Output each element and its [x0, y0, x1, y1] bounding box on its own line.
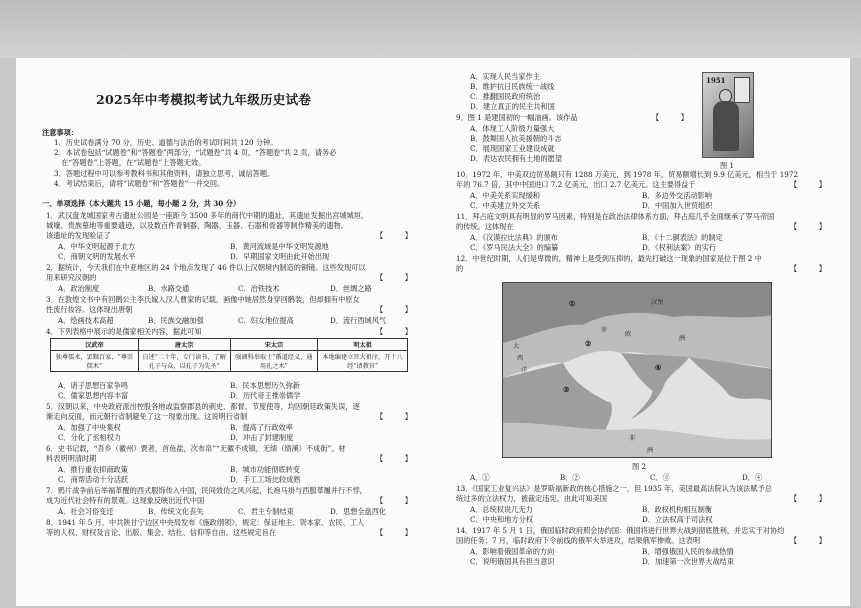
q5-option-c: C．分化了丞相权力 — [58, 433, 122, 442]
q1-option-a: A．中华文明起源于北方 — [58, 242, 136, 251]
q6-option-c: C．商帮活动十分活跃 — [58, 475, 129, 484]
worker-figure — [713, 101, 739, 151]
q13-option-a: A．总统权说几无力 — [470, 505, 533, 514]
q11-answer-bracket[interactable]: 【 】 — [790, 222, 826, 231]
q3-line2: 性流行妆容。这体现出唐朝 — [46, 305, 133, 314]
q9-answer-bracket[interactable]: 【 】 — [652, 113, 688, 122]
q13-line2: 统过多的立法权力，被裁定违宪。由此可知美国 — [456, 494, 607, 503]
q1-line2: 城壕、贵族墓地等重要遗迹，以及数百件青铜器、陶器、玉器、石器和骨器等制作精美的遗物。 — [46, 221, 348, 230]
q7-option-d: D．思想全盘西化 — [330, 507, 387, 516]
exam-sheet — [16, 58, 850, 606]
q11-option-d: D．《权利法案》的实行 — [642, 243, 717, 252]
q12-line2: 的 — [456, 264, 464, 273]
q4-option-a: A．诸子思想百家争鸣 — [58, 381, 128, 390]
q11-option-c: C．《罗马民法大全》的编纂 — [470, 243, 559, 252]
q5-line1: 5．汉朝以来，中央政府派出控股各地或监察郡县的刺史、都督、节度使等，均因朝廷政策失误，逐 — [46, 402, 360, 411]
q13-option-c: C．中央和地方分权 — [470, 515, 534, 524]
q10-option-a: A．中美关系实现缓和 — [470, 191, 540, 200]
q5-line2: 渐走向反面，而元朝行省制避免了这一现象出现。这说明行省制 — [46, 412, 248, 421]
q10-option-d: D．中国加入世贸组织 — [642, 201, 713, 210]
figure-2-europe-map — [502, 282, 772, 458]
q13-option-d: D．立法权高于司法权 — [642, 515, 713, 524]
right-page — [452, 58, 842, 606]
q12-option-c: C．③ — [650, 473, 670, 482]
q13-option-b: B．政权机构相互制衡 — [642, 505, 712, 514]
map-label: 大 — [513, 343, 520, 350]
q7-option-b: B．传统文化丧失 — [148, 507, 204, 516]
q6-option-a: A．推行重农抑商政策 — [58, 465, 128, 474]
table-cell: 自述“二十年，专门读书，了解孔子与众，以孔子为先圣” — [138, 351, 230, 372]
q2-answer-bracket[interactable]: 【 】 — [376, 273, 412, 282]
q10-option-c: C．中美建立外交关系 — [470, 201, 541, 210]
figure-1-year: 1951 — [706, 76, 726, 85]
table-head: 宋太宗 — [230, 339, 318, 351]
note-3: 3．答题过程中可以参考教科书和其他资料，请独立思考，诚信答题。 — [54, 169, 275, 178]
table-head: 唐太宗 — [138, 339, 230, 351]
q5-option-a: A．加强了中央集权 — [58, 423, 121, 432]
q6-option-d: D．手工工场比较成熟 — [230, 475, 301, 484]
map-graphic — [503, 283, 772, 458]
q7-answer-bracket[interactable]: 【 】 — [376, 496, 412, 505]
q10-answer-bracket[interactable]: 【 】 — [790, 180, 826, 189]
q8-option-a: A．实现人民当家作主 — [470, 72, 540, 81]
q2-option-d: D．丝绸之路 — [330, 284, 372, 293]
map-label: 洲 — [679, 335, 686, 342]
q12-option-b: B．② — [560, 473, 580, 482]
q3-option-c: C．妇女地位提高 — [238, 316, 294, 325]
q10-line2: 年的 76.7 倍，其中中国进口 7.2 亿美元，出口 2.7 亿美元。这主要得益于 — [456, 180, 696, 189]
q1-option-c: C．商朝文明的发展水平 — [58, 252, 136, 261]
table-head: 明太祖 — [318, 339, 408, 351]
note-2b: 在“答题卷”上答题，在“试题卷”上答题无效。 — [54, 158, 206, 167]
q12-option-d: D．④ — [742, 473, 763, 482]
q3-answer-bracket[interactable]: 【 】 — [376, 305, 412, 314]
q3-line1: 3．在敦煌文书中有回鹘公主李氏嫁入汉人曹家的记载，画像中她居然身穿回鹘装，但却拥有中原女 — [46, 295, 360, 304]
q2-option-b: B．水路交通 — [148, 284, 190, 293]
q1-line1: 1．武汉盘龙城国家考古遗址公园是一座距今 3500 多年的商代中期的遗址，其遗址发掘出宫城城垣、 — [46, 211, 369, 220]
q14-line2: 国的任务；7 月，临时政府下令前线的俄军大举进攻，结果俄军惨败。这表明 — [456, 536, 701, 545]
map-label: 罗 — [601, 327, 608, 334]
map-marker-4: ④ — [655, 363, 662, 372]
q4-option-c: C．儒家思想内容丰富 — [58, 391, 129, 400]
map-label: 西 — [517, 355, 524, 362]
q5-option-d: D．冲击了封建制度 — [230, 433, 294, 442]
note-1: 1．历史试卷满分 70 分，历史、道德与法治的考试时间共 120 分钟。 — [54, 138, 278, 147]
q2-line1: 2．据统计，今天我们在中亚地区的 24 个地点发现了 46 件以上汉朝境内制造的铜镜。这些发现可以 — [46, 263, 366, 272]
map-marker-1: ① — [569, 299, 576, 308]
q1-line3: 该遗址的发现验证了 — [46, 231, 111, 240]
q7-option-a: A．社会习俗变迁 — [58, 507, 114, 516]
map-label: 洲 — [647, 447, 654, 454]
map-marker-2: ② — [585, 339, 592, 348]
left-page — [40, 58, 426, 606]
q2-option-a: A．政治制度 — [58, 284, 100, 293]
q11-line2: 的传统。这体现在 — [456, 222, 514, 231]
q14-option-c: C．说明俄国具有担当意识 — [470, 557, 555, 566]
q11-option-a: A．《汉谟拉比法典》的颁布 — [470, 233, 558, 242]
q13-line1: 13．《国家工业复兴法》是罗斯福新政的核心措施之一，但 1935 年，美国最高法院认为该法赋予总 — [456, 484, 772, 493]
map-label-hamburg: 汉堡 — [651, 299, 664, 306]
q2-option-c: C．冶铁技术 — [238, 284, 280, 293]
confucian-table — [50, 338, 408, 372]
table-cell: 独尊儒术，罢黜百家，“尊崇儒术” — [51, 351, 139, 372]
q1-option-b: B．黄河流域是中华文明发源地 — [230, 242, 329, 251]
q6-line2: 料表明明清时期 — [46, 454, 97, 463]
scan-background — [0, 0, 861, 58]
section-heading: 一、单项选择（本大题共 15 小题，每小题 2 分，共 30 分） — [42, 199, 241, 208]
figure-1-oil-painting — [702, 72, 754, 158]
figure-1-caption: 图 1 — [720, 161, 735, 170]
q7-line2: 成为近代社会特有的景观。这现象反映出近代中国 — [46, 496, 205, 505]
table-cell: 本地编建立晋大祖序，开十八经“请教官” — [318, 351, 408, 372]
q12-line1: 12．中世纪时期，人们是卑微的，精神上是受到压抑的，最先打破这一现象的国家是位于图 2 中 — [456, 254, 762, 263]
map-label: 洋 — [521, 367, 528, 374]
table-head: 汉武帝 — [51, 339, 139, 351]
map-marker-3: ③ — [563, 385, 570, 394]
map-label: 欧 — [625, 331, 632, 338]
notes-heading: 注意事项： — [42, 128, 78, 137]
q4-answer-bracket[interactable]: 【 】 — [376, 327, 412, 336]
table-cell: 强调科举取士“循道经义，通用孔之术” — [230, 351, 318, 372]
q5-option-b: B．提高了行政效率 — [230, 423, 293, 432]
q11-line1: 11．拜占庭文明具有明显的罗马因素，特别是在政治法律体系方面，拜占庭几乎全面继承了罗马帝国 — [456, 212, 775, 221]
q8-line1: 8．1941 年 5 月，中共陕甘宁边区中央局发布《施政纲领》，规定：保证地主、资本家、农民、工人 — [46, 518, 365, 527]
q4-line1: 4．下列表格中展示的是儒家相关内容，据此可知 — [46, 327, 202, 336]
q14-line1: 14．1917 年 5 月 1 日，俄国临时政府照会协约国：俄国将进行世界大战到彻底胜利，并忠实于对协约 — [456, 526, 785, 535]
q1-option-d: D．早期国家文明由此开始出现 — [230, 252, 330, 261]
q3-option-b: B．民族交融加强 — [148, 316, 204, 325]
q8-option-c: C．推翻国民政府统治 — [470, 92, 541, 101]
q6-answer-bracket[interactable]: 【 】 — [376, 454, 412, 463]
q1-answer-bracket[interactable]: 【 】 — [376, 231, 412, 240]
q3-option-d: D．流行西域风气 — [330, 316, 387, 325]
q14-option-b: B．增强俄国人民的参战热情 — [642, 547, 734, 556]
q9-option-c: C．展现国家工业建设成就 — [470, 144, 555, 153]
q4-option-b: B．民本思想历久弥新 — [230, 381, 300, 390]
map-label: 非 — [629, 435, 636, 442]
q10-option-b: B．多边外交活动影响 — [642, 191, 712, 200]
q6-line1: 6．史书记载，“吾乡（徽州）贾者，首鱼盐，次布帛”“无徽不成镇，无绩（绩溪）不成街”。材 — [46, 444, 346, 453]
q14-answer-bracket[interactable]: 【 】 — [790, 536, 826, 545]
q14-option-a: A．影响着俄国革命的方向 — [470, 547, 555, 556]
q5-answer-bracket[interactable]: 【 】 — [376, 412, 412, 421]
q12-option-a: A．① — [470, 473, 490, 482]
q10-line1: 10．1972 年，中美双边贸易额只有 1288 万美元，到 1978 年，贸易额增长到 9.9 亿美元，相当于 1972 — [456, 170, 799, 179]
poster-image — [734, 77, 750, 103]
q11-option-b: B．《十二铜表法》的制定 — [642, 233, 723, 242]
q3-option-a: A．绘画技术高超 — [58, 316, 114, 325]
q2-line2: 用来研究汉朝的 — [46, 273, 97, 282]
page-title: 2025年中考模拟考试九年级历史试卷 — [96, 92, 312, 107]
q7-option-c: C．君主专制结束 — [238, 507, 294, 516]
q8-answer-bracket[interactable]: 【 】 — [376, 528, 412, 537]
q9-option-d: D．表达农民拥有土地的愿望 — [470, 154, 563, 163]
q9-option-b: B．鼓舞国人抗美援朝的斗志 — [470, 134, 562, 143]
note-4: 4．考试结束后，请将“试题卷”和“答题卷”一并交回。 — [54, 179, 225, 188]
q8-option-b: B．维护抗日民族统一战线 — [470, 82, 555, 91]
q7-line1: 7．鸦片战争前后举福革醒的西式服饰传入中国，民间效仿之风兴起，长袍马褂与西服革履并行不悖， — [46, 486, 367, 495]
q9-line1: 9．图 1 是建国初的一幅油画。该作品 — [456, 113, 578, 122]
q8-line2: 等的人权、财权及言论、出版、集会、结社、信仰等自由。这些规定旨在 — [46, 528, 277, 537]
q14-option-d: D．加速第一次世界大战结束 — [642, 557, 735, 566]
q4-option-d: D．历代帝王推崇儒学 — [230, 391, 301, 400]
q13-answer-bracket[interactable]: 【 】 — [790, 494, 826, 503]
q9-option-a: A．体现工人阶级力量强大 — [470, 124, 555, 133]
note-2: 2．本试卷包括“试题卷”和“答题卷”两部分，“试题卷”共 4 页，“答题卷”共 2 页，请务必 — [54, 148, 337, 157]
q8-option-d: D．建立真正的民主共和国 — [470, 102, 555, 111]
q12-answer-bracket[interactable]: 【 】 — [790, 264, 826, 273]
figure-2-caption: 图 2 — [632, 462, 647, 471]
q6-option-b: B．城市功能彻底转变 — [230, 465, 300, 474]
